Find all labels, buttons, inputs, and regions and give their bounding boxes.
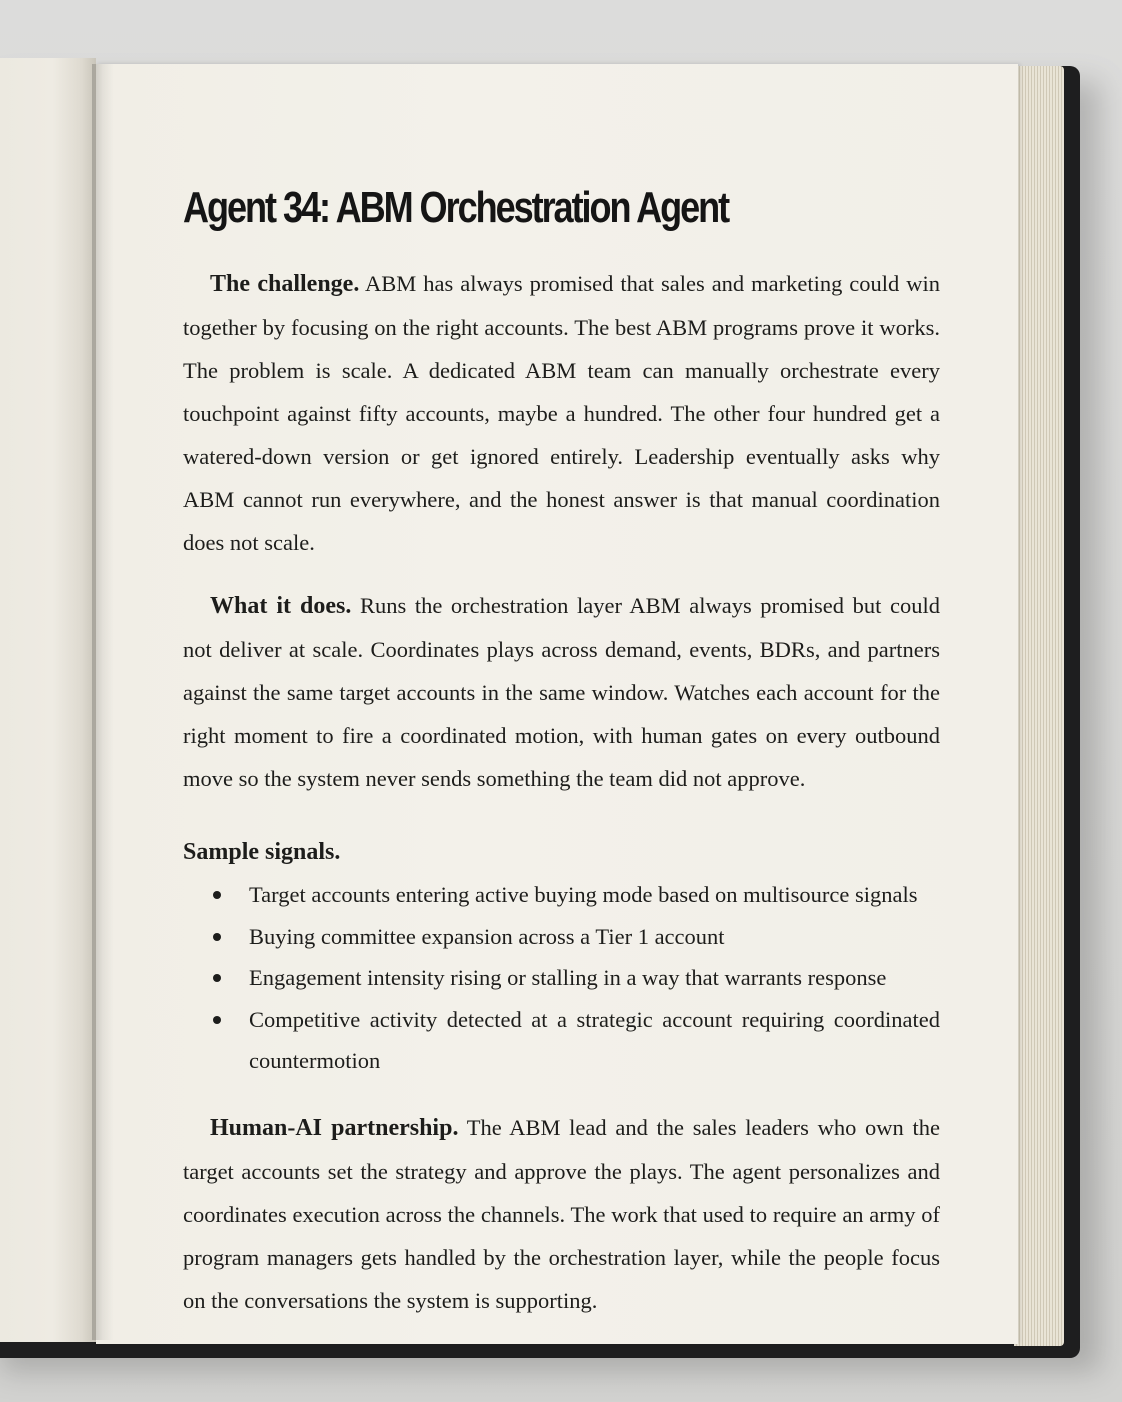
challenge-paragraph [183,262,940,564]
partnership-paragraph [183,1106,940,1322]
list-item [183,957,940,999]
challenge-text: ABM has always promised that sales and marketing could win together by focusing on the right accounts. The best ABM programs prove it works. The problem is scale. A dedicated ABM team can manually orchestrate every touchpoint against fifty accounts, maybe a hundred. The other four hundred get a watered-down version or get ignored entirely. Leadership eventually asks why ABM cannot run everywhere, and the honest answer is that manual coordination does not scale. [183,271,940,555]
right-page [96,64,1018,1344]
what-it-does-paragraph [183,584,940,800]
page-edges [1014,66,1064,1346]
partnership-lead: Human-AI partnership. [210,1114,459,1141]
list-item-text: Target accounts entering active buying mode based on multisource signals [249,882,918,907]
chapter-heading: Agent 34: ABM Orchestration Agent [183,183,729,232]
page-content [183,184,940,1322]
list-item-text: Competitive activity detected at a strategic account requiring coordinated countermotion [249,1006,940,1073]
list-item-text: Engagement intensity rising or stalling in a way that warrants response [249,965,887,990]
list-item-text: Buying committee expansion across a Tier 1 account [249,923,725,949]
list-item [183,999,940,1082]
signals-list [183,874,940,1082]
partnership-text: The ABM lead and the sales leaders who own the target accounts set the strategy and approve the plays. The agent personalizes and coordinates execution across the channels. The work that used to require an army of program managers gets handled by the orchestration layer, while the people focus on the conversations the system is supporting. [183,1114,941,1313]
challenge-lead: The challenge. [210,271,360,297]
bullet-icon [213,933,221,941]
signals-title: Sample signals. [183,839,341,865]
bullet-icon [213,974,221,982]
what-it-does-text: Runs the orchestration layer ABM always promised but could not deliver at scale. Coordinates plays across demand, events, BDRs, and partners against the same target accounts in the same window. Watches each account for the right moment to fire a coordinated motion, with human gates on every outbound move so the system never sends something the team did not approve. [183,593,941,791]
list-item [183,874,940,916]
bullet-icon [213,1016,221,1024]
list-item [183,916,940,958]
book-gutter-shadow [92,64,114,1340]
left-page [0,58,96,1342]
what-it-does-lead: What it does. [210,593,352,619]
bullet-icon [213,891,221,899]
